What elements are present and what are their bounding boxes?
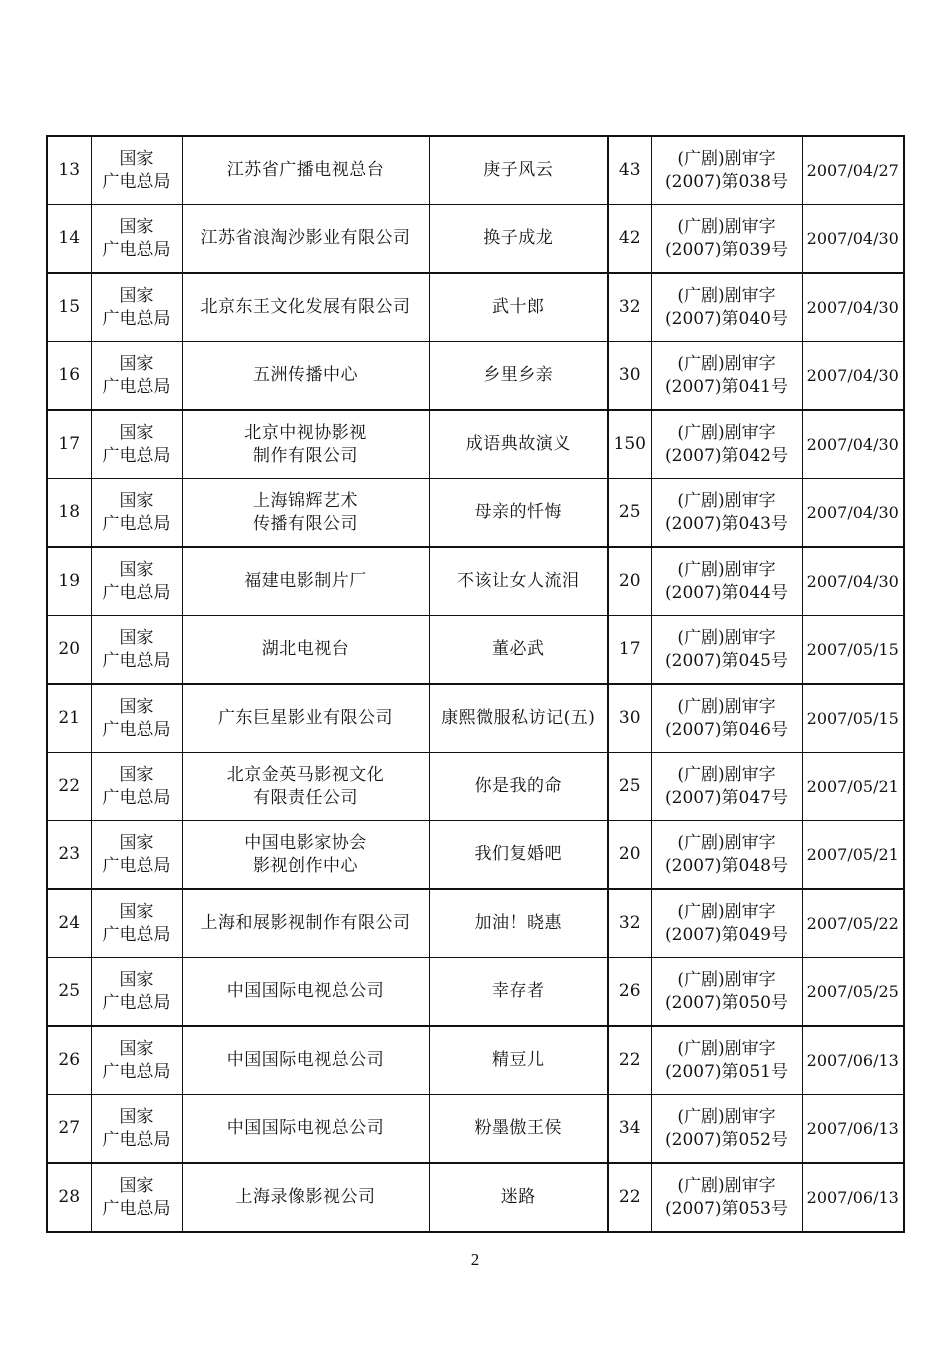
no-text: 20: [58, 639, 81, 659]
drama-title-cell: [429, 753, 608, 821]
authority-line: 广电总局: [102, 787, 171, 808]
row-number-cell: [47, 616, 91, 685]
table-row: [47, 479, 904, 548]
authority-line: 广电总局: [102, 513, 171, 534]
table-row: [47, 136, 904, 205]
no-text: 28: [58, 1187, 81, 1207]
drama-title-cell: [429, 410, 608, 479]
permit-line: (2007)第044号: [665, 582, 788, 603]
authority-line: 国家: [119, 1175, 154, 1196]
permit-line: (2007)第038号: [665, 171, 788, 192]
company-line: 上海锦辉艺术: [253, 490, 358, 511]
authority-line: 国家: [119, 148, 154, 169]
date-text: 2007/04/30: [806, 435, 899, 454]
no-text: 13: [58, 160, 81, 180]
permit-line: (广剧)剧审字: [677, 696, 776, 717]
approval-date-cell: [802, 1163, 904, 1232]
permit-number-cell: [651, 821, 802, 890]
row-number-cell: [47, 889, 91, 958]
permit-number-cell: [651, 958, 802, 1027]
no-text: 16: [58, 365, 81, 385]
episodes-text: 43: [618, 160, 641, 180]
title-text: 不该让女人流泪: [457, 571, 580, 591]
episodes-text: 150: [613, 434, 646, 454]
episodes-text: 25: [618, 502, 641, 522]
authority-cell: [91, 479, 182, 548]
title-text: 武十郎: [492, 297, 545, 317]
permit-number-cell: [651, 547, 802, 616]
table-row: [47, 205, 904, 274]
episodes-cell: [608, 342, 651, 411]
company-cell: [182, 136, 429, 205]
date-text: 2007/06/13: [806, 1119, 899, 1138]
authority-cell: [91, 958, 182, 1027]
permit-line: (广剧)剧审字: [677, 969, 776, 990]
no-text: 23: [58, 844, 81, 864]
authority-line: 广电总局: [102, 719, 171, 740]
permit-line: (2007)第039号: [665, 239, 788, 260]
episodes-cell: [608, 753, 651, 821]
drama-title-cell: [429, 547, 608, 616]
approval-date-cell: [802, 547, 904, 616]
authority-line: 广电总局: [102, 992, 171, 1013]
no-text: 21: [58, 708, 81, 728]
company-line: 影视创作中心: [253, 855, 358, 876]
table-row: [47, 616, 904, 685]
authority-line: 国家: [119, 559, 154, 580]
date-text: 2007/05/21: [806, 845, 899, 864]
approval-date-cell: [802, 616, 904, 685]
company-line: 中国电影家协会: [244, 832, 367, 853]
authority-line: 国家: [119, 901, 154, 922]
table-body: [47, 136, 904, 1232]
company-cell: [182, 205, 429, 274]
episodes-cell: [608, 205, 651, 274]
authority-line: 国家: [119, 422, 154, 443]
permit-line: (广剧)剧审字: [677, 832, 776, 853]
authority-line: 广电总局: [102, 650, 171, 671]
permit-line: (广剧)剧审字: [677, 490, 776, 511]
permit-number-cell: [651, 684, 802, 753]
title-text: 换子成龙: [483, 228, 554, 248]
episodes-cell: [608, 821, 651, 890]
drama-title-cell: [429, 273, 608, 342]
title-text: 康熙微服私访记(五): [441, 708, 596, 728]
row-number-cell: [47, 547, 91, 616]
date-text: 2007/04/30: [806, 298, 899, 317]
permit-number-cell: [651, 753, 802, 821]
drama-title-cell: [429, 1163, 608, 1232]
approval-date-cell: [802, 205, 904, 274]
authority-line: 国家: [119, 764, 154, 785]
episodes-cell: [608, 273, 651, 342]
authority-line: 国家: [119, 353, 154, 374]
episodes-cell: [608, 616, 651, 685]
episodes-text: 42: [618, 228, 641, 248]
permit-line: (2007)第041号: [665, 376, 788, 397]
drama-title-cell: [429, 684, 608, 753]
date-text: 2007/05/15: [806, 709, 899, 728]
date-text: 2007/06/13: [806, 1188, 899, 1207]
authority-cell: [91, 342, 182, 411]
permit-line: (广剧)剧审字: [677, 1175, 776, 1196]
authority-line: 广电总局: [102, 1129, 171, 1150]
authority-line: 广电总局: [102, 308, 171, 329]
date-text: 2007/05/25: [806, 982, 899, 1001]
company-line: 上海和展影视制作有限公司: [200, 913, 411, 933]
row-number-cell: [47, 821, 91, 890]
episodes-cell: [608, 547, 651, 616]
row-number-cell: [47, 1026, 91, 1095]
no-text: 27: [58, 1118, 81, 1138]
authority-cell: [91, 753, 182, 821]
permit-number-cell: [651, 616, 802, 685]
approval-date-cell: [802, 479, 904, 548]
row-number-cell: [47, 753, 91, 821]
episodes-cell: [608, 479, 651, 548]
permit-line: (广剧)剧审字: [677, 627, 776, 648]
company-line: 中国国际电视总公司: [226, 1050, 385, 1070]
authority-line: 国家: [119, 490, 154, 511]
approval-date-cell: [802, 1026, 904, 1095]
title-text: 你是我的命: [474, 776, 562, 796]
company-line: 中国国际电视总公司: [226, 981, 385, 1001]
episodes-cell: [608, 410, 651, 479]
title-text: 成语典故演义: [465, 434, 571, 454]
company-cell: [182, 616, 429, 685]
permit-line: (2007)第052号: [665, 1129, 788, 1150]
episodes-text: 20: [618, 571, 641, 591]
permit-line: (2007)第053号: [665, 1198, 788, 1219]
authority-line: 国家: [119, 216, 154, 237]
authority-cell: [91, 821, 182, 890]
permit-number-cell: [651, 1163, 802, 1232]
authority-cell: [91, 684, 182, 753]
table-row: [47, 410, 904, 479]
episodes-text: 20: [618, 844, 641, 864]
table-row: [47, 547, 904, 616]
company-line: 中国国际电视总公司: [226, 1118, 385, 1138]
row-number-cell: [47, 273, 91, 342]
row-number-cell: [47, 342, 91, 411]
episodes-cell: [608, 1163, 651, 1232]
company-cell: [182, 684, 429, 753]
company-line: 广东巨星影业有限公司: [218, 708, 393, 728]
no-text: 19: [58, 571, 81, 591]
company-cell: [182, 889, 429, 958]
row-number-cell: [47, 1163, 91, 1232]
permit-line: (广剧)剧审字: [677, 764, 776, 785]
row-number-cell: [47, 958, 91, 1027]
permit-number-cell: [651, 479, 802, 548]
authority-line: 广电总局: [102, 376, 171, 397]
title-text: 母亲的忏悔: [474, 502, 562, 522]
episodes-text: 25: [618, 776, 641, 796]
title-text: 幸存者: [492, 981, 545, 1001]
permit-line: (2007)第040号: [665, 308, 788, 329]
authority-cell: [91, 1163, 182, 1232]
row-number-cell: [47, 410, 91, 479]
permit-number-cell: [651, 1026, 802, 1095]
approval-date-cell: [802, 342, 904, 411]
authority-cell: [91, 547, 182, 616]
title-text: 庚子风云: [483, 160, 554, 180]
permit-line: (广剧)剧审字: [677, 148, 776, 169]
table-row: [47, 273, 904, 342]
authority-cell: [91, 1095, 182, 1164]
permit-line: (广剧)剧审字: [677, 1038, 776, 1059]
authority-line: 国家: [119, 969, 154, 990]
company-cell: [182, 753, 429, 821]
no-text: 15: [58, 297, 81, 317]
drama-title-cell: [429, 1095, 608, 1164]
approval-date-cell: [802, 410, 904, 479]
no-text: 14: [58, 228, 81, 248]
no-text: 17: [58, 434, 81, 454]
drama-title-cell: [429, 205, 608, 274]
permit-line: (广剧)剧审字: [677, 353, 776, 374]
authority-line: 广电总局: [102, 1061, 171, 1082]
page-number: 2: [470, 1250, 480, 1269]
company-line: 北京金英马影视文化: [226, 764, 385, 785]
permit-number-cell: [651, 205, 802, 274]
company-line: 湖北电视台: [261, 639, 350, 659]
permit-line: (广剧)剧审字: [677, 559, 776, 580]
table-row: [47, 958, 904, 1027]
episodes-cell: [608, 136, 651, 205]
company-line: 福建电影制片厂: [244, 571, 367, 591]
no-text: 25: [58, 981, 81, 1001]
permit-line: (2007)第046号: [665, 719, 788, 740]
permit-line: (广剧)剧审字: [677, 422, 776, 443]
episodes-text: 30: [618, 708, 641, 728]
no-text: 18: [58, 502, 81, 522]
company-line: 传播有限公司: [253, 513, 358, 534]
episodes-cell: [608, 958, 651, 1027]
company-cell: [182, 821, 429, 890]
date-text: 2007/04/30: [806, 229, 899, 248]
authority-cell: [91, 410, 182, 479]
approval-date-cell: [802, 273, 904, 342]
date-text: 2007/04/30: [806, 366, 899, 385]
table-row: [47, 684, 904, 753]
authority-cell: [91, 616, 182, 685]
title-text: 董必武: [492, 639, 545, 659]
table-row: [47, 342, 904, 411]
authority-line: 广电总局: [102, 239, 171, 260]
episodes-text: 32: [618, 297, 641, 317]
permit-line: (2007)第043号: [665, 513, 788, 534]
approval-date-cell: [802, 958, 904, 1027]
company-cell: [182, 958, 429, 1027]
permit-line: (2007)第047号: [665, 787, 788, 808]
episodes-text: 26: [618, 981, 641, 1001]
date-text: 2007/04/30: [806, 572, 899, 591]
table-row: [47, 753, 904, 821]
title-text: 我们复婚吧: [474, 844, 562, 864]
permit-number-cell: [651, 410, 802, 479]
episodes-text: 22: [618, 1050, 641, 1070]
permit-line: (2007)第050号: [665, 992, 788, 1013]
approval-date-cell: [802, 1095, 904, 1164]
permit-line: (2007)第049号: [665, 924, 788, 945]
approval-date-cell: [802, 684, 904, 753]
drama-title-cell: [429, 136, 608, 205]
authority-line: 广电总局: [102, 582, 171, 603]
company-line: 上海录像影视公司: [235, 1187, 376, 1207]
company-line: 有限责任公司: [253, 787, 358, 808]
row-number-cell: [47, 479, 91, 548]
permit-number-cell: [651, 273, 802, 342]
permit-line: (2007)第042号: [665, 445, 788, 466]
table-row: [47, 1026, 904, 1095]
authority-line: 国家: [119, 696, 154, 717]
drama-title-cell: [429, 958, 608, 1027]
permit-line: (广剧)剧审字: [677, 1106, 776, 1127]
drama-title-cell: [429, 889, 608, 958]
company-line: 江苏省浪淘沙影业有限公司: [200, 228, 411, 248]
row-number-cell: [47, 1095, 91, 1164]
title-text: 加油！晓惠: [474, 913, 562, 933]
authority-line: 国家: [119, 1106, 154, 1127]
title-text: 粉墨傲王侯: [474, 1118, 562, 1138]
no-text: 26: [58, 1050, 81, 1070]
authority-line: 国家: [119, 285, 154, 306]
table-row: [47, 821, 904, 890]
row-number-cell: [47, 136, 91, 205]
date-text: 2007/06/13: [806, 1051, 899, 1070]
title-text: 迷路: [500, 1187, 536, 1207]
authority-line: 广电总局: [102, 924, 171, 945]
date-text: 2007/05/22: [806, 914, 899, 933]
episodes-cell: [608, 1095, 651, 1164]
title-text: 乡里乡亲: [483, 365, 554, 385]
authority-cell: [91, 136, 182, 205]
episodes-cell: [608, 889, 651, 958]
drama-title-cell: [429, 616, 608, 685]
approval-date-cell: [802, 889, 904, 958]
company-cell: [182, 273, 429, 342]
date-text: 2007/04/27: [806, 161, 899, 180]
authority-line: 广电总局: [102, 1198, 171, 1219]
no-text: 22: [58, 776, 81, 796]
company-cell: [182, 1163, 429, 1232]
authority-cell: [91, 1026, 182, 1095]
drama-approval-table: [46, 135, 905, 1233]
drama-title-cell: [429, 821, 608, 890]
permit-line: (2007)第051号: [665, 1061, 788, 1082]
permit-number-cell: [651, 342, 802, 411]
episodes-cell: [608, 1026, 651, 1095]
table-row: [47, 889, 904, 958]
drama-title-cell: [429, 479, 608, 548]
permit-number-cell: [651, 889, 802, 958]
episodes-text: 22: [618, 1187, 641, 1207]
authority-cell: [91, 205, 182, 274]
permit-line: (广剧)剧审字: [677, 285, 776, 306]
company-line: 五洲传播中心: [253, 365, 358, 385]
authority-line: 广电总局: [102, 445, 171, 466]
drama-title-cell: [429, 342, 608, 411]
company-cell: [182, 410, 429, 479]
permit-line: (2007)第045号: [665, 650, 788, 671]
episodes-text: 17: [618, 639, 641, 659]
permit-line: (广剧)剧审字: [677, 901, 776, 922]
permit-line: (2007)第048号: [665, 855, 788, 876]
no-text: 24: [58, 913, 81, 933]
company-cell: [182, 1095, 429, 1164]
authority-line: 广电总局: [102, 855, 171, 876]
company-cell: [182, 547, 429, 616]
company-line: 北京中视协影视: [244, 422, 367, 443]
authority-line: 广电总局: [102, 171, 171, 192]
date-text: 2007/04/30: [806, 503, 899, 522]
permit-number-cell: [651, 136, 802, 205]
company-line: 北京东王文化发展有限公司: [200, 297, 411, 317]
permit-number-cell: [651, 1095, 802, 1164]
company-line: 制作有限公司: [253, 445, 358, 466]
row-number-cell: [47, 684, 91, 753]
company-cell: [182, 1026, 429, 1095]
authority-line: 国家: [119, 1038, 154, 1059]
episodes-cell: [608, 684, 651, 753]
episodes-text: 30: [618, 365, 641, 385]
authority-line: 国家: [119, 627, 154, 648]
authority-line: 国家: [119, 832, 154, 853]
authority-cell: [91, 889, 182, 958]
company-cell: [182, 479, 429, 548]
approval-date-cell: [802, 821, 904, 890]
drama-title-cell: [429, 1026, 608, 1095]
table-row: [47, 1163, 904, 1232]
title-text: 精豆儿: [492, 1050, 545, 1070]
company-cell: [182, 342, 429, 411]
document-sheet: [46, 135, 903, 1233]
episodes-text: 34: [618, 1118, 641, 1138]
episodes-text: 32: [618, 913, 641, 933]
date-text: 2007/05/15: [806, 640, 899, 659]
table-row: [47, 1095, 904, 1164]
authority-cell: [91, 273, 182, 342]
date-text: 2007/05/21: [806, 777, 899, 796]
row-number-cell: [47, 205, 91, 274]
approval-date-cell: [802, 136, 904, 205]
company-line: 江苏省广播电视总台: [226, 160, 385, 180]
approval-date-cell: [802, 753, 904, 821]
permit-line: (广剧)剧审字: [677, 216, 776, 237]
